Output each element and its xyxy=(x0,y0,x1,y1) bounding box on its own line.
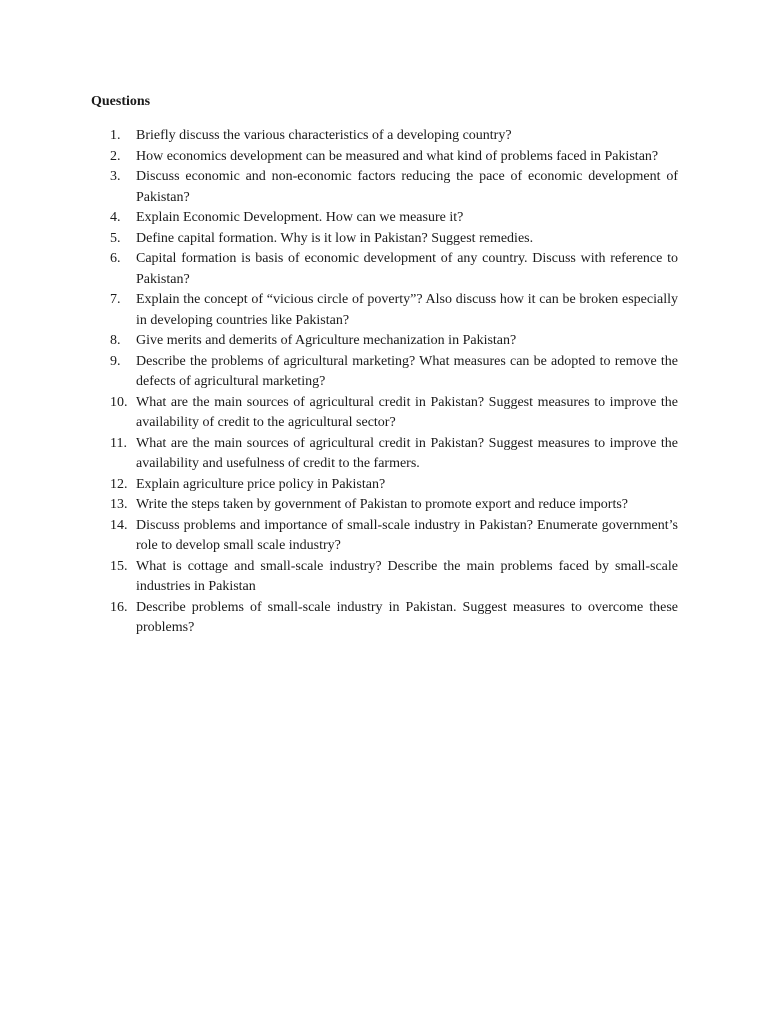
question-number: 11. xyxy=(110,435,127,451)
question-item xyxy=(110,249,678,290)
question-item xyxy=(110,434,678,475)
question-number: 14. xyxy=(110,517,128,533)
question-number: 7. xyxy=(110,292,121,307)
question-text: Describe the problems of agricultural marketing? What measures can be adopted to remove the defects of agricultural marketing? xyxy=(136,353,678,389)
question-number: 10. xyxy=(110,394,128,410)
question-item xyxy=(110,290,678,331)
question-number: 5. xyxy=(110,230,121,246)
question-item xyxy=(110,557,678,598)
question-text: Explain Economic Development. How can we measure it? xyxy=(136,210,464,225)
question-text: What are the main sources of agricultural credit in Pakistan? Suggest measures to improve the availability and usefulness of credit to the farmers. xyxy=(136,435,678,471)
question-number: 2. xyxy=(110,148,121,164)
question-number: 6. xyxy=(110,251,121,266)
question-text: Give merits and demerits of Agriculture mechanization in Pakistan? xyxy=(136,333,517,348)
question-text: Capital formation is basis of economic development of any country. Discuss with reference to Pakistan? xyxy=(136,251,678,287)
question-item xyxy=(110,393,678,434)
question-item xyxy=(110,126,678,147)
question-item xyxy=(110,208,678,229)
question-text: Briefly discuss the various characteristics of a developing country? xyxy=(136,128,512,143)
question-number: 8. xyxy=(110,333,121,348)
question-text: How economics development can be measured and what kind of problems faced in Pakistan? xyxy=(136,148,659,164)
question-item xyxy=(110,516,678,557)
question-text: What are the main sources of agricultural credit in Pakistan? Suggest measures to improve the availability of credit to the agricultural sector? xyxy=(136,394,678,430)
question-text: Describe problems of small-scale industry in Pakistan. Suggest measures to overcome these problems? xyxy=(136,599,678,635)
question-text: Explain agriculture price policy in Pakistan? xyxy=(136,476,386,492)
question-item xyxy=(110,331,678,352)
question-item xyxy=(110,167,678,208)
question-number: 12. xyxy=(110,476,128,492)
question-number: 15. xyxy=(110,558,128,574)
question-text: Write the steps taken by government of Pakistan to promote export and reduce imports? xyxy=(136,497,629,512)
questions-heading: Questions xyxy=(91,94,151,109)
question-number: 4. xyxy=(110,210,121,225)
question-item xyxy=(110,352,678,393)
question-number: 1. xyxy=(110,128,121,143)
question-number: 9. xyxy=(110,353,121,369)
question-number: 16. xyxy=(110,599,128,615)
question-text: What is cottage and small-scale industry? Describe the main problems faced by small-scale industries in Pakistan xyxy=(136,558,678,594)
question-item xyxy=(110,598,678,639)
question-item xyxy=(110,475,678,496)
question-text: Discuss economic and non-economic factors reducing the pace of economic development of Pakistan? xyxy=(136,169,678,205)
question-text: Explain the concept of “vicious circle of poverty”? Also discuss how it can be broken especially in developing countries like Pakistan? xyxy=(136,292,678,328)
question-item xyxy=(110,495,678,516)
question-text: Discuss problems and importance of small-scale industry in Pakistan? Enumerate government’s role to develop small scale industry? xyxy=(136,517,678,553)
question-number: 3. xyxy=(110,169,121,184)
question-number: 13. xyxy=(110,497,128,512)
question-item xyxy=(110,229,678,250)
questions-list xyxy=(110,126,678,639)
question-text: Define capital formation. Why is it low in Pakistan? Suggest remedies. xyxy=(136,230,534,246)
question-item xyxy=(110,147,678,168)
